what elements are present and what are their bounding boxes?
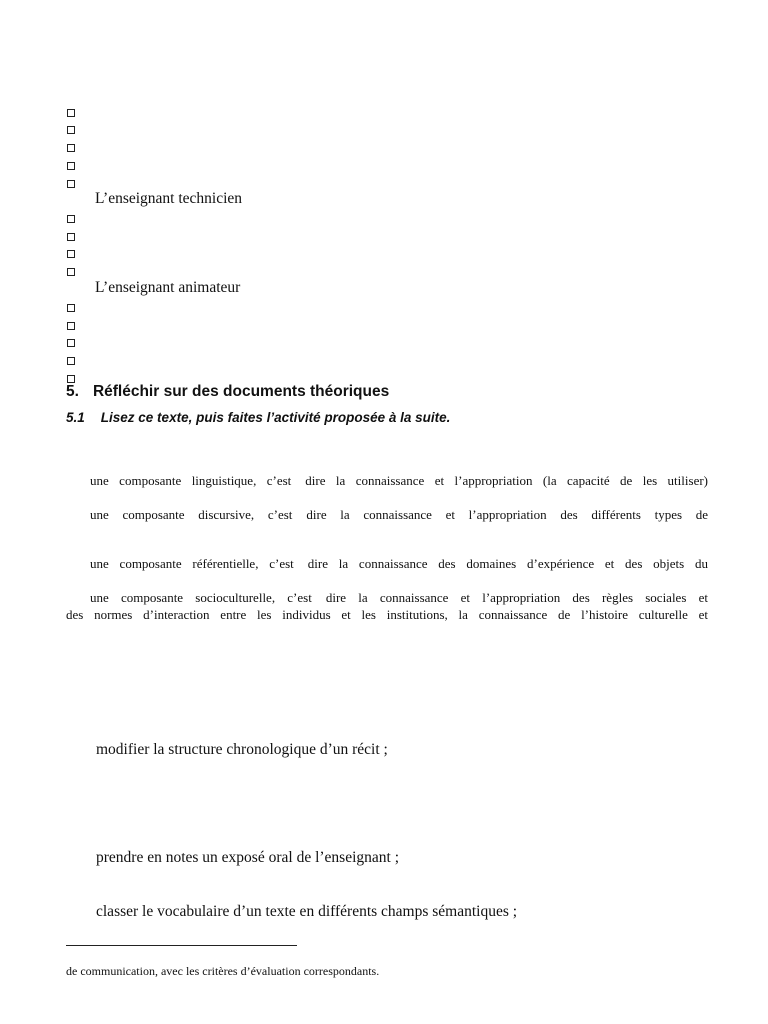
section-number: 5. <box>66 383 79 400</box>
section-heading <box>66 383 389 401</box>
checkbox-bullet <box>67 180 75 188</box>
section-title: Réfléchir sur des documents théoriques <box>92 383 390 400</box>
checkbox-bullet <box>67 144 75 152</box>
checkbox-bullet <box>67 375 75 383</box>
checkbox-bullet <box>67 109 75 117</box>
subsection-number: 5.1 <box>66 410 85 425</box>
component-paragraph-referentielle: une composante référentielle, c’est dire la connaissance des domaines d’expérience et des objets du <box>90 556 708 571</box>
component-paragraph-discursive: une composante discursive, c’est dire la connaissance et l’appropriation des différents types de <box>90 507 708 522</box>
checkbox-bullet <box>67 233 75 241</box>
checkbox-bullet <box>67 126 75 134</box>
activity-item: prendre en notes un exposé oral de l’enseignant ; <box>96 849 400 866</box>
checkbox-bullet <box>67 357 75 365</box>
component-paragraph-linguistique: une composante linguistique, c’est dire la connaissance et l’appropriation (la capacité de les utiliser) <box>90 473 708 488</box>
checkbox-bullet <box>67 304 75 312</box>
footnote-separator <box>66 945 297 946</box>
activity-item: modifier la structure chronologique d’un récit ; <box>96 741 388 758</box>
role-heading-technicien: L’enseignant technicien <box>95 190 243 207</box>
subsection-title: Lisez ce texte, puis faites l’activité proposée à la suite. <box>100 410 451 425</box>
checkbox-bullet <box>67 250 75 258</box>
component-paragraph-socioculturelle: une composante socioculturelle, c’est dire la connaissance et l’appropriation des règles sociales et des normes d’interaction entre les individus et les institutions, la connaissance de l’histoire culturelle et <box>66 590 708 622</box>
footnote-text: de communication, avec les critères d’évaluation correspondants. <box>66 964 380 978</box>
checkbox-bullet <box>67 339 75 347</box>
checkbox-bullet <box>67 268 75 276</box>
activity-item: classer le vocabulaire d’un texte en différents champs sémantiques ; <box>96 903 518 920</box>
checkbox-bullet <box>67 215 75 223</box>
checkbox-bullet <box>67 162 75 170</box>
checkbox-bullet <box>67 322 75 330</box>
subsection-heading <box>66 410 450 425</box>
role-heading-animateur: L’enseignant animateur <box>95 279 241 296</box>
